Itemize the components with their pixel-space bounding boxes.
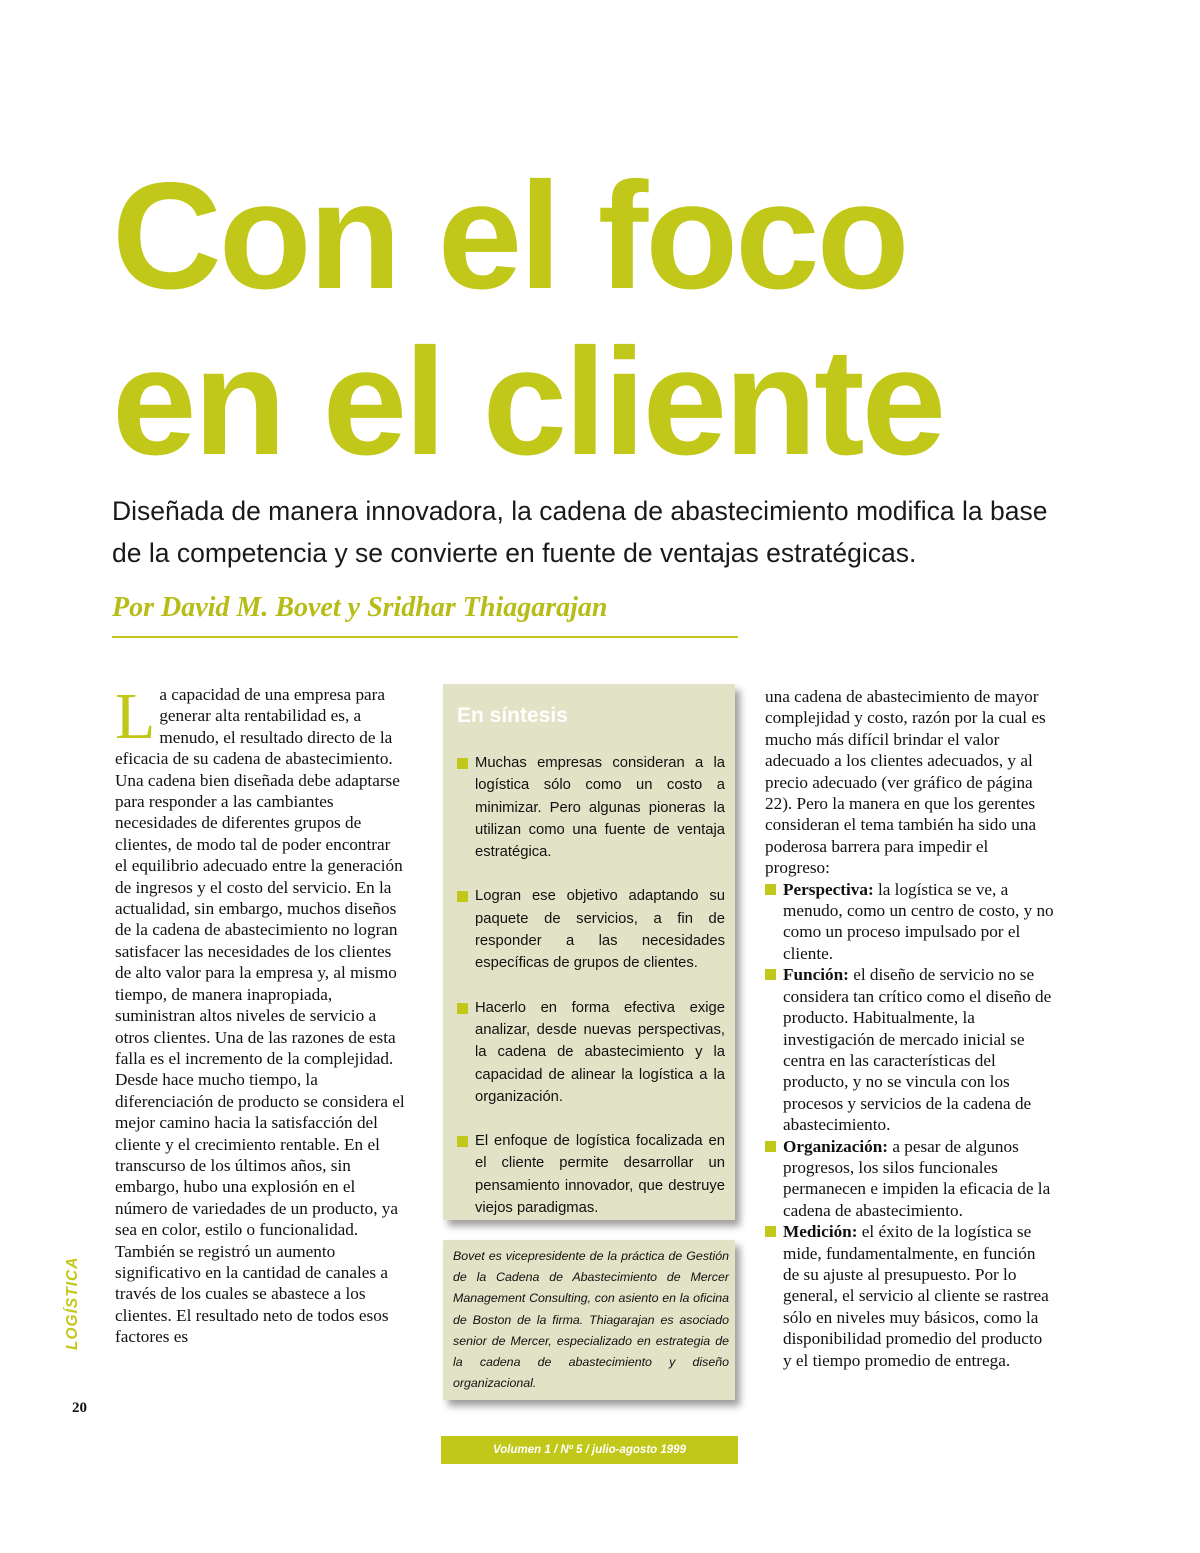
summary-item-text: Logran ese objetivo adaptando su paquete de servicios, a fin de responder a las necesidades específicas de grupos de clientes.: [475, 888, 725, 972]
summary-item: [457, 885, 725, 974]
barrier-text: la logística se ve, a menudo, como un centro de costo, y no como un proceso impulsado por el cliente.: [783, 879, 1054, 963]
title-line-2: en el cliente: [112, 317, 944, 487]
author-bio-box: [443, 1240, 735, 1400]
summary-item: [457, 1130, 725, 1219]
square-bullet-icon: [457, 1003, 468, 1014]
author-bio-text: Bovet es vicepresidente de la práctica de Gestión de la Cadena de Abastecimiento de Mercer Management Consulting, con asiento en la oficina de Boston de la firma. Thiagarajan es asociado senior de Mercer, especializado en estrategia de la cadena de abastecimiento y diseño organizacional.: [453, 1249, 729, 1391]
summary-item: [457, 997, 725, 1108]
barrier-item: [765, 879, 1055, 965]
barrier-text: a pesar de algunos progresos, los silos funcionales permanecen e impiden la eficacia de la cadena de abastecimiento.: [783, 1136, 1051, 1220]
summary-list: [457, 752, 725, 1241]
square-bullet-icon: [765, 969, 776, 980]
barrier-term: Medición:: [783, 1222, 858, 1242]
issue-info: Volumen 1 / Nº 5 / julio-agosto 1999: [493, 1444, 686, 1456]
square-bullet-icon: [765, 1141, 776, 1152]
column-3-intro: una cadena de abastecimiento de mayor complejidad y costo, razón por la cual es mucho más difícil brindar el valor adecuado a los clientes adecuados, y al precio adecuado (ver gráfico de página 22). Pero la manera en que los gerentes consideran el tema también ha sido una poderosa barrera para impedir el progreso:: [765, 687, 1046, 878]
subtitle: Diseñada de manera innovadora, la cadena de abastecimiento modifica la base de la competencia y se convierte en fuente de ventajas estratégicas.: [112, 496, 1048, 568]
barrier-item: [765, 964, 1055, 1135]
barrier-text: el éxito de la logística se mide, fundamentalmente, en función de su ajuste al presupuesto. Por lo general, el servicio al cliente se rastrea sólo en niveles muy básicos, como la disponibilidad promedio del producto y el tiempo promedio de entrega.: [783, 1222, 1049, 1370]
page-number: 20: [72, 1400, 87, 1416]
square-bullet-icon: [457, 1136, 468, 1147]
issue-footer-bar: [441, 1436, 738, 1464]
summary-item-text: Hacerlo en forma efectiva exige analizar, desde nuevas perspectivas, la cadena de abastecimiento y la capacidad de alinear la logística a la organización.: [475, 999, 725, 1105]
barrier-item: [765, 1136, 1055, 1222]
square-bullet-icon: [457, 891, 468, 902]
barrier-term: Perspectiva:: [783, 879, 874, 899]
column-1-text: a capacidad de una empresa para generar alta rentabilidad es, a menudo, el resultado directo de la eficacia de su cadena de abastecimiento. Una cadena bien diseñada debe adaptarse para responder a las cambiantes necesidades de diferentes grupos de clientes, de modo tal de poder encontrar el equilibrio adecuado entre la generación de ingresos y el costo del servicio. En la actualidad, sin embargo, muchos diseños de la cadena de abastecimiento no logran satisfacer las necesidades de los clientes de alto valor para la empresa y, al mismo tiempo, de manera inapropiada, suministran altos niveles de servicio a otros clientes. Una de las razones de esta falla es el incremento de la complejidad. Desde hace mucho tiempo, la diferenciación de producto se considera el mejor camino hacia la satisfacción del cliente y el crecimiento rentable. En el transcurso de los últimos años, sin embargo, hubo una explosión en el número de variedades de un producto, ya sea en color, estilo o funcionalidad. También se registró un aumento significativo en la cantidad de canales a través de los cuales se abastece a los clientes. El resultado neto de todos esos factores es: [115, 685, 405, 1347]
summary-item-text: El enfoque de logística focalizada en el cliente permite desarrollar un pensamiento innovador, que destruye viejos paradigmas.: [475, 1133, 725, 1217]
barrier-term: Función:: [783, 965, 849, 985]
byline: Por David M. Bovet y Sridhar Thiagarajan: [112, 592, 608, 623]
summary-sidebar: [443, 684, 735, 1220]
barrier-item: [765, 1221, 1055, 1371]
byline-divider: [112, 636, 738, 638]
title-line-1: Con el foco: [112, 151, 907, 321]
sidebar-title: En síntesis: [457, 704, 568, 727]
square-bullet-icon: [765, 884, 776, 895]
article-column-1: [115, 680, 407, 1348]
square-bullet-icon: [765, 1226, 776, 1237]
barrier-term: Organización:: [783, 1136, 889, 1156]
barrier-list: [765, 879, 1055, 1371]
summary-item: [457, 752, 725, 863]
barrier-text: el diseño de servicio no se considera tan crítico como el diseño de producto. Habitualmente, la investigación de mercado inicial se centra en las características del producto, y no se vincula con los procesos y servicios de la cadena de abastecimiento.: [783, 965, 1052, 1135]
summary-item-text: Muchas empresas consideran a la logística sólo como un costo a minimizar. Pero algunas pioneras la utilizan como una fuente de ventaja estratégica.: [475, 755, 725, 861]
drop-cap: L: [115, 680, 156, 753]
square-bullet-icon: [457, 758, 468, 769]
section-label: LOGÍSTICA: [64, 1256, 81, 1350]
article-column-3: [765, 686, 1055, 1371]
